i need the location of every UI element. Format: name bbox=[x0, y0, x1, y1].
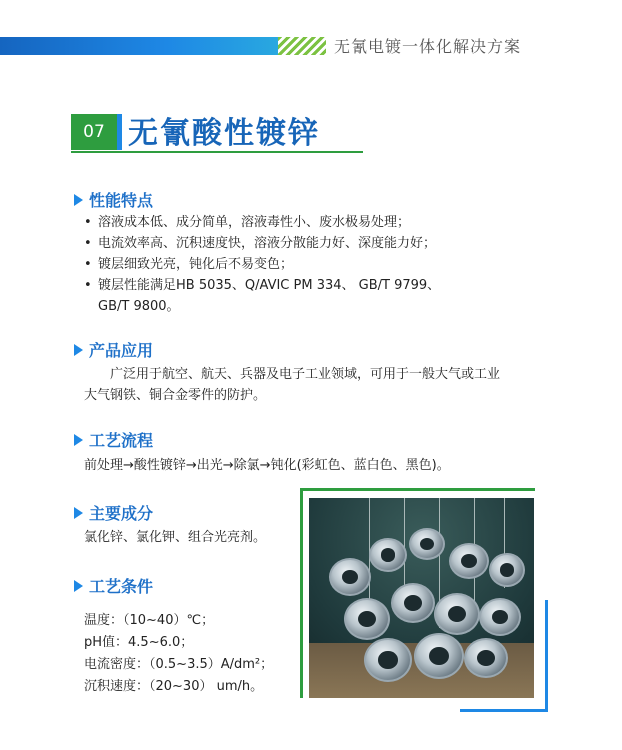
chapter-underline bbox=[71, 151, 363, 153]
plated-part bbox=[479, 598, 521, 636]
plated-part bbox=[449, 543, 489, 579]
section-components-title: 主要成分 bbox=[89, 504, 154, 523]
plated-part bbox=[464, 638, 508, 678]
components-text: 氯化锌、氯化钾、组合光亮剂。 bbox=[84, 530, 267, 545]
condition-current-density: 电流密度：（0.5~3.5）A/dm²； bbox=[84, 657, 274, 672]
plated-part bbox=[414, 633, 464, 679]
header-blue-bar bbox=[0, 37, 278, 55]
application-text-line2: 大气钢铁、铜合金零件的防护。 bbox=[84, 388, 267, 403]
list-item: • 镀层细致光亮，钝化后不易变色； bbox=[84, 254, 440, 275]
photo-frame-top bbox=[300, 488, 535, 491]
plated-part bbox=[344, 598, 390, 640]
condition-temperature: 温度：（10~40）℃； bbox=[84, 613, 215, 628]
plated-part bbox=[489, 553, 525, 587]
header-title: 无氰电镀一体化解决方案 bbox=[334, 37, 522, 56]
chapter-number: 07 bbox=[71, 114, 117, 150]
list-item: • 镀层性能满足HB 5035、Q/AVIC PM 334、 GB/T 9799、 bbox=[84, 275, 440, 296]
photo-frame-right bbox=[545, 600, 548, 712]
condition-deposition-rate: 沉积速度：（20~30） um/h。 bbox=[84, 679, 264, 694]
chapter-title: 无氰酸性镀锌 bbox=[128, 116, 320, 151]
chapter-number-accent bbox=[117, 114, 122, 150]
application-text-line1: 广泛用于航空、航天、兵器及电子工业领域，可用于一般大气或工业 bbox=[110, 367, 501, 382]
header-stripe-decoration bbox=[278, 37, 326, 55]
photo-frame-bottom bbox=[460, 709, 548, 712]
plated-part bbox=[434, 593, 480, 635]
features-item-continuation: GB/T 9800。 bbox=[98, 299, 180, 314]
section-components-heading bbox=[74, 501, 153, 524]
triangle-bullet-icon bbox=[74, 344, 83, 356]
plated-part bbox=[409, 528, 445, 560]
plated-part bbox=[369, 538, 407, 572]
section-process-title: 工艺流程 bbox=[89, 431, 154, 450]
section-features-title: 性能特点 bbox=[89, 191, 154, 210]
plated-part bbox=[391, 583, 435, 623]
triangle-bullet-icon bbox=[74, 194, 83, 206]
section-application-heading bbox=[74, 338, 153, 361]
list-item: • 电流效率高、沉积速度快，溶液分散能力好、深度能力好； bbox=[84, 233, 440, 254]
process-text: 前处理→酸性镀锌→出光→除氯→钝化(彩虹色、蓝白色、黑色)。 bbox=[84, 458, 450, 473]
section-features-heading bbox=[74, 188, 153, 211]
section-conditions-heading bbox=[74, 574, 153, 597]
section-process-heading bbox=[74, 428, 153, 451]
photo-frame-left bbox=[300, 488, 303, 698]
triangle-bullet-icon bbox=[74, 507, 83, 519]
features-list bbox=[84, 212, 440, 296]
plated-part bbox=[364, 638, 412, 682]
section-application-title: 产品应用 bbox=[89, 341, 154, 360]
plated-part bbox=[329, 558, 371, 596]
section-conditions-title: 工艺条件 bbox=[89, 577, 154, 596]
list-item: • 溶液成本低、成分简单，溶液毒性小、废水极易处理； bbox=[84, 212, 440, 233]
triangle-bullet-icon bbox=[74, 580, 83, 592]
triangle-bullet-icon bbox=[74, 434, 83, 446]
condition-ph: pH值：4.5~6.0； bbox=[84, 635, 194, 650]
plated-parts-photo bbox=[309, 498, 534, 698]
